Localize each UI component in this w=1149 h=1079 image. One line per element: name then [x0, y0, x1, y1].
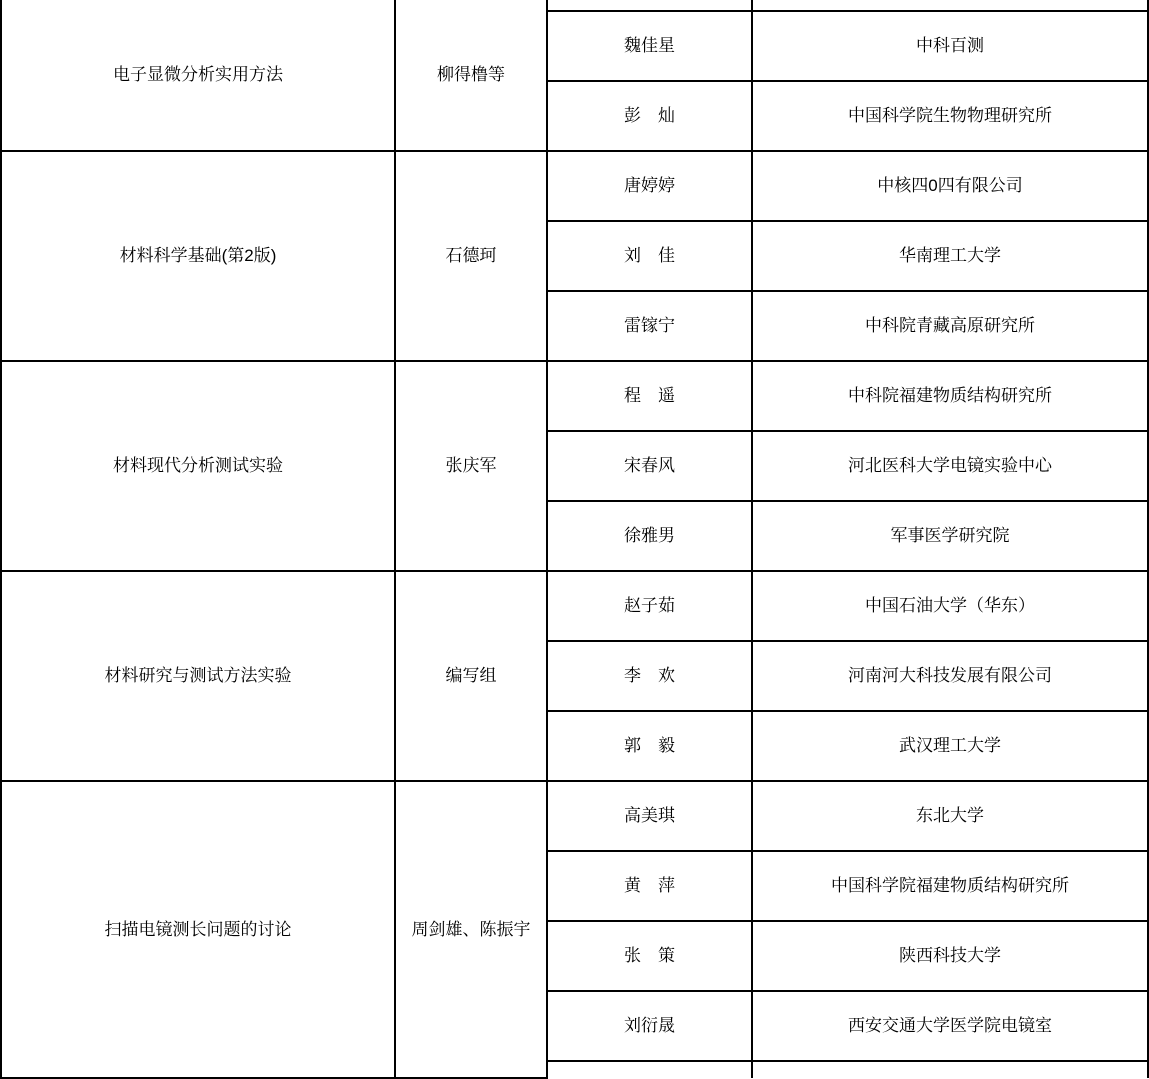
organization-cell: 中科院福建物质结构研究所	[752, 361, 1148, 431]
book-author-cell: 石德珂	[395, 151, 547, 361]
organization-cell: 河南河大科技发展有限公司	[752, 641, 1148, 711]
book-author-cell: 张庆军	[395, 361, 547, 571]
book-title-cell: 电子显微分析实用方法	[1, 0, 395, 151]
person-name-cell	[547, 0, 752, 11]
book-title-cell: 扫描电镜测长问题的讨论	[1, 781, 395, 1078]
organization-cell: 中科百测	[752, 11, 1148, 81]
person-name-cell: 李 欢	[547, 641, 752, 711]
organization-cell	[752, 1061, 1148, 1078]
book-title-cell: 材料科学基础(第2版)	[1, 151, 395, 361]
table-body	[1, 0, 1148, 1078]
person-name-cell: 彭 灿	[547, 81, 752, 151]
person-name-cell: 刘衍晟	[547, 991, 752, 1061]
person-name-cell: 唐婷婷	[547, 151, 752, 221]
organization-cell: 中核四0四有限公司	[752, 151, 1148, 221]
organization-cell: 西安交通大学医学院电镜室	[752, 991, 1148, 1061]
person-name-cell: 宋春风	[547, 431, 752, 501]
book-title-cell: 材料现代分析测试实验	[1, 361, 395, 571]
organization-cell: 军事医学研究院	[752, 501, 1148, 571]
book-author-cell: 编写组	[395, 571, 547, 781]
organization-cell	[752, 0, 1148, 11]
organization-cell: 中科院青藏高原研究所	[752, 291, 1148, 361]
organization-cell: 武汉理工大学	[752, 711, 1148, 781]
person-name-cell: 黄 萍	[547, 851, 752, 921]
organization-cell: 华南理工大学	[752, 221, 1148, 291]
table-row	[1, 0, 1148, 11]
book-author-cell: 周剑雄、陈振宇	[395, 781, 547, 1078]
person-name-cell: 赵子茹	[547, 571, 752, 641]
book-author-cell: 柳得橹等	[395, 0, 547, 151]
person-name-cell: 程 遥	[547, 361, 752, 431]
person-name-cell: 高美琪	[547, 781, 752, 851]
person-name-cell: 张 策	[547, 921, 752, 991]
organization-cell: 中国石油大学（华东）	[752, 571, 1148, 641]
person-name-cell: 刘 佳	[547, 221, 752, 291]
table-row	[1, 571, 1148, 641]
person-name-cell: 郭 毅	[547, 711, 752, 781]
table-row	[1, 151, 1148, 221]
book-title-cell: 材料研究与测试方法实验	[1, 571, 395, 781]
organization-cell: 河北医科大学电镜实验中心	[752, 431, 1148, 501]
person-name-cell: 徐雅男	[547, 501, 752, 571]
table-row	[1, 781, 1148, 851]
person-name-cell: 魏佳星	[547, 11, 752, 81]
person-name-cell: 雷镓宁	[547, 291, 752, 361]
organization-cell: 陕西科技大学	[752, 921, 1148, 991]
person-name-cell	[547, 1061, 752, 1078]
organization-cell: 中国科学院生物物理研究所	[752, 81, 1148, 151]
table-row	[1, 361, 1148, 431]
organization-cell: 东北大学	[752, 781, 1148, 851]
organization-cell: 中国科学院福建物质结构研究所	[752, 851, 1148, 921]
